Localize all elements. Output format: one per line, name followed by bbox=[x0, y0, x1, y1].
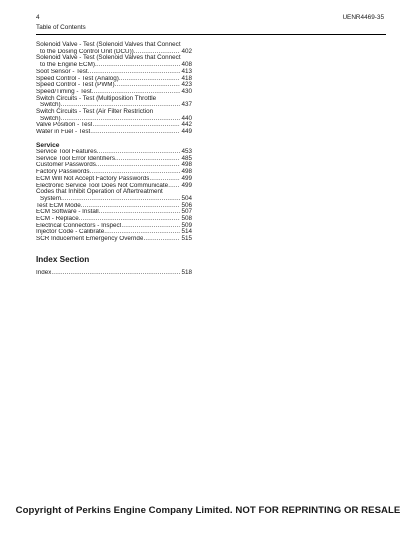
toc-entry-page: 413 bbox=[181, 67, 192, 75]
toc-entry-page: 402 bbox=[181, 47, 192, 55]
toc-entry-page: 515 bbox=[181, 235, 192, 243]
toc-entry[interactable] bbox=[36, 109, 192, 122]
toc-entry-page: 498 bbox=[181, 168, 192, 176]
toc-entry[interactable] bbox=[36, 129, 192, 136]
toc-entry[interactable] bbox=[36, 169, 192, 176]
toc-entry-title-continuation: to the Engine ECM) bbox=[40, 62, 95, 69]
toc-entry[interactable] bbox=[36, 270, 192, 277]
toc-entry-title: Speed Control - Test (Analog) bbox=[36, 75, 119, 82]
toc-leader-dots bbox=[121, 223, 180, 230]
toc-entry-title: Speed/Timing - Test bbox=[36, 88, 92, 95]
toc-entry-title: Service Tool Features bbox=[36, 149, 97, 156]
toc-entry-page: 440 bbox=[181, 114, 192, 122]
toc-entry-title: Injector Code - Calibrate bbox=[36, 229, 105, 236]
toc-entry-title: Speed Control - Test (PWM) bbox=[36, 82, 115, 89]
toc-entry[interactable] bbox=[36, 122, 192, 129]
toc-entry-title: Codes that Inhibit Operation of Aftertreatment bbox=[36, 188, 163, 196]
toc-leader-dots bbox=[61, 196, 180, 203]
toc-entry-title: Switch Circuits - Test (Air Filter Restriction bbox=[36, 108, 154, 116]
toc-entry-title: Service Tool Error Identifiers bbox=[36, 155, 115, 162]
toc-leader-dots bbox=[104, 229, 180, 236]
toc-entry-title: Customer Passwords bbox=[36, 162, 96, 169]
toc-entry-title: Switch Circuits - Test (Multiposition Throttle bbox=[36, 94, 157, 102]
toc-entry[interactable] bbox=[36, 76, 192, 83]
toc-leader-dots bbox=[95, 62, 181, 69]
toc-entry-title-continuation: to the Dosing Control Unit (DCU)) bbox=[40, 48, 134, 55]
toc-entry[interactable] bbox=[36, 149, 192, 156]
toc-entry-title: Electrical Connectors - Inspect bbox=[36, 222, 122, 229]
toc-entry-title-continuation: System bbox=[40, 195, 61, 202]
copyright-notice: Copyright of Perkins Engine Company Limited. NOT FOR REPRINTING OR RESALE bbox=[15, 505, 401, 516]
toc-leader-dots bbox=[51, 270, 180, 277]
toc-entry-title: Soot Sensor - Test bbox=[36, 68, 88, 75]
toc-entry-page: 418 bbox=[181, 74, 192, 82]
toc-entry[interactable] bbox=[36, 229, 192, 236]
toc-entry[interactable] bbox=[36, 223, 192, 230]
toc-entry-page: 509 bbox=[181, 221, 192, 229]
toc-leader-dots bbox=[90, 129, 180, 136]
toc-entry-title: Water in Fuel - Test bbox=[36, 129, 91, 136]
toc-entry-title: SCR Inducement Emergency Override bbox=[36, 236, 144, 243]
toc-entry[interactable] bbox=[36, 69, 192, 76]
toc-entry[interactable] bbox=[36, 82, 192, 89]
toc-entry-title-continuation: Switch) bbox=[40, 115, 61, 122]
toc-entry[interactable] bbox=[36, 216, 192, 223]
toc-entry-title-continuation: Switch) bbox=[40, 102, 61, 109]
toc-entry-page: 506 bbox=[181, 201, 192, 209]
toc-entry-title: ECM Will Not Accept Factory Passwords bbox=[36, 175, 150, 182]
toc-entry-page: 499 bbox=[181, 174, 192, 182]
toc-service-list bbox=[36, 149, 192, 243]
toc-entry-page: 507 bbox=[181, 208, 192, 216]
toc-leader-dots bbox=[79, 216, 181, 223]
toc-leader-dots bbox=[115, 156, 181, 163]
toc-entry-page: 498 bbox=[181, 161, 192, 169]
document-id: UENR4469-35 bbox=[342, 14, 384, 21]
toc-leader-dots bbox=[81, 203, 181, 210]
toc-leader-dots bbox=[88, 69, 181, 76]
toc-entry[interactable] bbox=[36, 96, 192, 109]
toc-entry-page: 499 bbox=[181, 181, 192, 189]
toc-leader-dots bbox=[97, 149, 181, 156]
toc-entry-page: 518 bbox=[181, 268, 192, 276]
table-of-contents bbox=[36, 42, 192, 277]
toc-leader-dots bbox=[119, 76, 181, 83]
toc-leader-dots bbox=[61, 116, 181, 123]
toc-entry-page: 408 bbox=[181, 61, 192, 69]
toc-entry-page: 514 bbox=[181, 228, 192, 236]
toc-entry-page: 485 bbox=[181, 154, 192, 162]
header-rule bbox=[36, 34, 386, 35]
toc-entry-page: 430 bbox=[181, 87, 192, 95]
toc-entry-title: Test ECM Mode bbox=[36, 202, 81, 209]
toc-entry-page: 437 bbox=[181, 101, 192, 109]
section-title-index: Index Section bbox=[36, 254, 90, 264]
toc-entry[interactable] bbox=[36, 156, 192, 163]
toc-entry-title: Valve Position - Test bbox=[36, 122, 93, 129]
toc-entry[interactable] bbox=[36, 189, 192, 202]
toc-entry-page: 449 bbox=[181, 128, 192, 136]
toc-entry-title: ECM Software - Install bbox=[36, 209, 99, 216]
toc-entry[interactable] bbox=[36, 162, 192, 169]
toc-top-list bbox=[36, 42, 192, 136]
toc-entry-page: 508 bbox=[181, 215, 192, 223]
toc-leader-dots bbox=[143, 236, 180, 243]
toc-leader-dots bbox=[96, 162, 181, 169]
toc-index-list bbox=[36, 270, 192, 277]
toc-entry[interactable] bbox=[36, 42, 192, 55]
toc-entry-title: Index bbox=[36, 269, 52, 276]
toc-entry[interactable] bbox=[36, 55, 192, 68]
toc-entry[interactable] bbox=[36, 209, 192, 216]
toc-leader-dots bbox=[90, 169, 181, 176]
toc-entry-page: 442 bbox=[181, 121, 192, 129]
toc-entry-page: 423 bbox=[181, 81, 192, 89]
toc-entry[interactable] bbox=[36, 236, 192, 243]
toc-leader-dots bbox=[168, 183, 180, 190]
toc-leader-dots bbox=[115, 82, 181, 89]
toc-entry[interactable] bbox=[36, 176, 192, 183]
toc-entry[interactable] bbox=[36, 203, 192, 210]
toc-leader-dots bbox=[92, 122, 180, 129]
section-title-service: Service bbox=[36, 141, 60, 149]
toc-entry-title: Solenoid Valve - Test (Solenoid Valves that Connect bbox=[36, 54, 181, 62]
page-subtitle: Table of Contents bbox=[36, 24, 86, 31]
toc-leader-dots bbox=[99, 209, 181, 216]
toc-entry-page: 453 bbox=[181, 148, 192, 156]
toc-leader-dots bbox=[149, 176, 180, 183]
toc-entry-title: Solenoid Valve - Test (Solenoid Valves that Connect bbox=[36, 41, 181, 48]
toc-entry-page: 504 bbox=[181, 194, 192, 202]
toc-entry-title: Electronic Service Tool Does Not Communicate bbox=[36, 182, 169, 189]
toc-entry-title: Factory Passwords bbox=[36, 169, 90, 176]
page-number: 4 bbox=[36, 14, 40, 21]
toc-entry-title: ECM - Replace bbox=[36, 216, 79, 223]
